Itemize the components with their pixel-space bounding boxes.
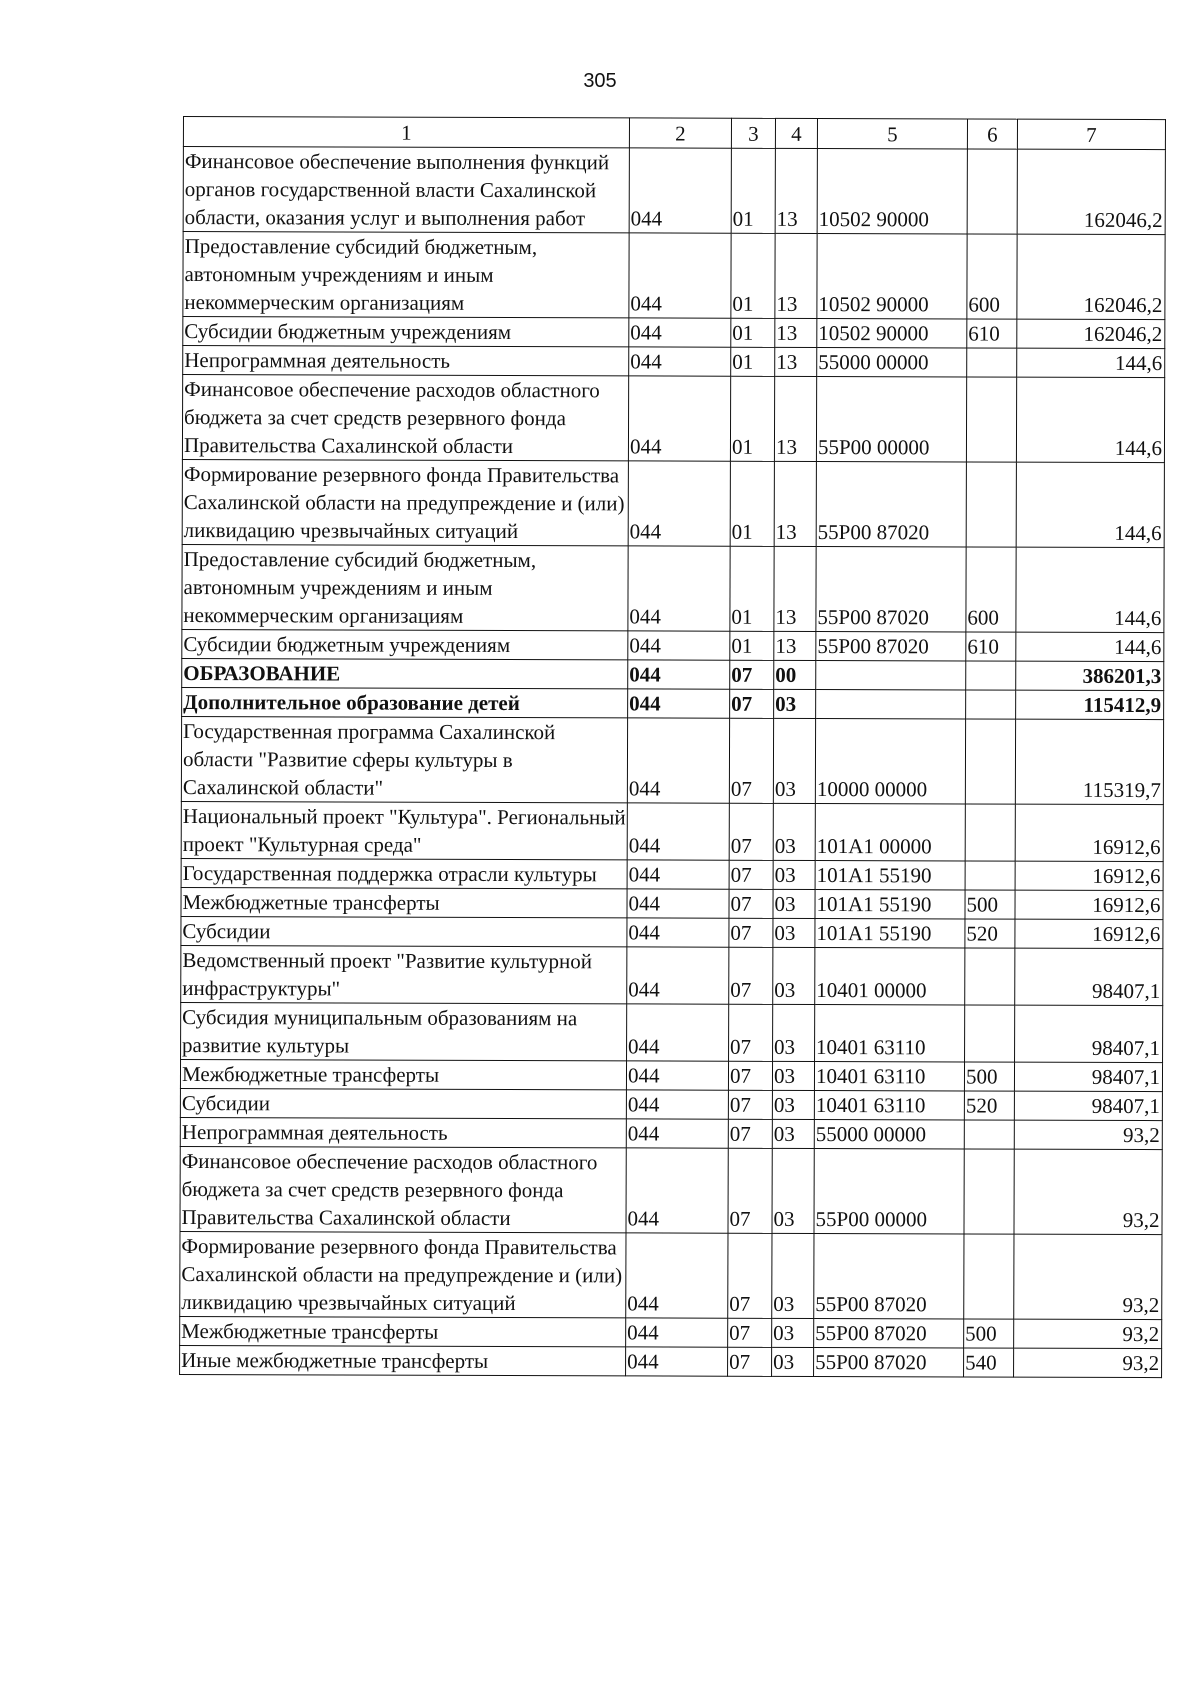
row-target-article-cell: 101А1 00000 <box>815 803 965 860</box>
row-name-cell: Межбюджетные трансферты <box>180 1059 626 1089</box>
row-name-cell: Государственная программа Сахалинской области "Развитие сферы культуры в Сахалинской области" <box>181 716 627 802</box>
column-header: 7 <box>1017 119 1165 149</box>
table-row <box>181 916 1163 948</box>
row-name-cell: ОБРАЗОВАНИЕ <box>182 658 628 688</box>
row-section-cell: 07 <box>730 689 774 718</box>
table-row <box>181 801 1163 861</box>
row-amount-cell: 93,2 <box>1014 1149 1162 1234</box>
table-row <box>181 945 1163 1005</box>
row-subsection-cell: 03 <box>773 918 815 947</box>
row-expense-type-cell: 500 <box>964 1062 1014 1091</box>
row-grbs-cell: 044 <box>627 889 729 918</box>
row-expense-type-cell <box>966 690 1016 719</box>
row-name-cell: Субсидии бюджетным учреждениям <box>182 629 628 659</box>
row-amount-cell: 144,6 <box>1016 377 1164 462</box>
row-amount-cell: 144,6 <box>1016 462 1164 547</box>
row-grbs-cell: 044 <box>626 1233 728 1318</box>
row-name-cell: Предоставление субсидий бюджетным, автономным учреждениям и иным некоммерческим организациям <box>182 544 628 630</box>
table-row <box>183 147 1165 235</box>
row-name-cell: Межбюджетные трансферты <box>181 887 627 917</box>
row-grbs-cell: 044 <box>626 1347 728 1376</box>
row-section-cell: 07 <box>729 889 773 918</box>
row-subsection-cell: 03 <box>772 1347 814 1376</box>
row-target-article-cell: 55Р00 87020 <box>816 461 966 546</box>
row-amount-cell: 16912,6 <box>1015 804 1163 861</box>
row-subsection-cell: 13 <box>775 148 817 233</box>
row-amount-cell: 93,2 <box>1014 1348 1162 1377</box>
table-row <box>180 1146 1162 1234</box>
row-amount-cell: 16912,6 <box>1015 861 1163 890</box>
row-amount-cell: 98407,1 <box>1014 1062 1162 1091</box>
row-grbs-cell: 044 <box>628 631 730 660</box>
row-subsection-cell: 13 <box>774 546 816 631</box>
row-subsection-cell: 13 <box>774 376 816 461</box>
row-target-article-cell <box>816 660 966 689</box>
row-expense-type-cell <box>965 804 1015 861</box>
row-name-cell: Субсидия муниципальным образованиям на развитие культуры <box>181 1002 627 1060</box>
row-subsection-cell: 03 <box>773 860 815 889</box>
row-section-cell: 07 <box>730 660 774 689</box>
row-name-cell: Дополнительное образование детей <box>182 687 628 717</box>
row-expense-type-cell: 520 <box>964 1091 1014 1120</box>
row-section-cell: 01 <box>730 461 774 546</box>
table-row <box>182 375 1164 463</box>
row-amount-cell: 98407,1 <box>1015 1005 1163 1062</box>
row-amount-cell: 98407,1 <box>1015 948 1163 1005</box>
row-expense-type-cell <box>966 377 1016 462</box>
column-header: 3 <box>731 118 775 148</box>
row-grbs-cell: 044 <box>626 1119 728 1148</box>
table-row <box>182 658 1164 690</box>
table-row <box>182 687 1164 719</box>
row-expense-type-cell <box>966 462 1016 547</box>
column-header: 1 <box>183 117 629 148</box>
row-subsection-cell: 13 <box>774 461 816 546</box>
table-row <box>180 1059 1162 1091</box>
row-section-cell: 07 <box>729 1004 773 1061</box>
row-expense-type-cell: 500 <box>964 1319 1014 1348</box>
row-grbs-cell: 044 <box>628 461 730 546</box>
row-grbs-cell: 044 <box>629 233 731 318</box>
row-section-cell: 07 <box>729 860 773 889</box>
row-section-cell: 07 <box>728 1318 772 1347</box>
row-grbs-cell: 044 <box>629 347 731 376</box>
row-name-cell: Финансовое обеспечение расходов областного бюджета за счет средств резервного фонда Правительства Сахалинской области <box>180 1146 626 1232</box>
row-expense-type-cell <box>964 1149 1014 1234</box>
row-grbs-cell: 044 <box>627 947 729 1004</box>
row-grbs-cell: 044 <box>628 376 730 461</box>
row-target-article-cell: 10502 90000 <box>817 318 967 347</box>
row-target-article-cell: 55Р00 00000 <box>814 1148 964 1233</box>
row-grbs-cell: 044 <box>627 718 729 803</box>
row-target-article-cell: 10401 63110 <box>814 1061 964 1090</box>
row-section-cell: 07 <box>728 1119 772 1148</box>
row-target-article-cell: 10401 63110 <box>815 1004 965 1061</box>
table-row <box>183 317 1165 349</box>
row-name-cell: Субсидии <box>180 1088 626 1118</box>
row-grbs-cell: 044 <box>626 1318 728 1347</box>
row-name-cell: Субсидии <box>181 916 627 946</box>
row-expense-type-cell: 500 <box>965 890 1015 919</box>
row-section-cell: 01 <box>730 376 774 461</box>
row-expense-type-cell <box>965 948 1015 1005</box>
row-grbs-cell: 044 <box>629 148 731 233</box>
row-section-cell: 07 <box>728 1090 772 1119</box>
table-row <box>181 1002 1163 1062</box>
row-grbs-cell: 044 <box>628 660 730 689</box>
row-section-cell: 01 <box>731 347 775 376</box>
row-target-article-cell <box>816 689 966 718</box>
row-target-article-cell: 101А1 55190 <box>815 889 965 918</box>
row-grbs-cell: 044 <box>626 1090 728 1119</box>
row-amount-cell: 162046,2 <box>1017 234 1165 319</box>
table-row <box>180 1316 1162 1348</box>
row-subsection-cell: 13 <box>774 631 816 660</box>
row-target-article-cell: 10401 00000 <box>815 947 965 1004</box>
row-subsection-cell: 03 <box>772 1061 814 1090</box>
row-amount-cell: 162046,2 <box>1017 319 1165 348</box>
row-expense-type-cell: 610 <box>967 319 1017 348</box>
row-subsection-cell: 03 <box>773 718 815 803</box>
row-section-cell: 07 <box>729 947 773 1004</box>
table-row <box>182 629 1164 661</box>
table-row <box>183 232 1165 320</box>
row-target-article-cell: 55Р00 87020 <box>816 631 966 660</box>
row-amount-cell: 386201,3 <box>1016 661 1164 690</box>
row-target-article-cell: 55Р00 87020 <box>816 546 966 631</box>
row-expense-type-cell: 600 <box>967 234 1017 319</box>
row-expense-type-cell <box>965 1005 1015 1062</box>
row-section-cell: 07 <box>728 1233 772 1318</box>
row-target-article-cell: 55Р00 87020 <box>814 1347 964 1376</box>
row-section-cell: 01 <box>731 233 775 318</box>
table-row <box>180 1345 1162 1377</box>
row-name-cell: Финансовое обеспечение выполнения функций органов государственной власти Сахалинской области, оказания услуг и выполнения работ <box>183 147 629 233</box>
row-subsection-cell: 03 <box>773 1004 815 1061</box>
row-subsection-cell: 03 <box>772 1119 814 1148</box>
row-amount-cell: 93,2 <box>1014 1319 1162 1348</box>
row-subsection-cell: 03 <box>774 689 816 718</box>
row-grbs-cell: 044 <box>629 318 731 347</box>
row-amount-cell: 144,6 <box>1017 348 1165 377</box>
row-name-cell: Субсидии бюджетным учреждениям <box>183 317 629 347</box>
row-grbs-cell: 044 <box>627 918 729 947</box>
row-name-cell: Непрограммная деятельность <box>183 346 629 376</box>
row-expense-type-cell <box>964 1120 1014 1149</box>
row-amount-cell: 93,2 <box>1014 1120 1162 1149</box>
row-amount-cell: 16912,6 <box>1015 919 1163 948</box>
row-subsection-cell: 03 <box>773 889 815 918</box>
row-name-cell: Межбюджетные трансферты <box>180 1316 626 1346</box>
row-amount-cell: 162046,2 <box>1017 149 1165 234</box>
row-target-article-cell: 55Р00 00000 <box>816 376 966 461</box>
table-row <box>183 346 1165 378</box>
row-grbs-cell: 044 <box>628 546 730 631</box>
row-target-article-cell: 55000 00000 <box>814 1119 964 1148</box>
row-name-cell: Формирование резервного фонда Правительства Сахалинской области на предупреждение и (или) ликвидацию чрезвычайных ситуаций <box>182 459 628 545</box>
row-target-article-cell: 10502 90000 <box>817 233 967 318</box>
budget-table <box>179 116 1166 1378</box>
row-name-cell: Ведомственный проект "Развитие культурной инфраструктуры" <box>181 945 627 1003</box>
row-expense-type-cell <box>965 719 1015 804</box>
row-subsection-cell: 03 <box>772 1233 814 1318</box>
row-grbs-cell: 044 <box>627 1004 729 1061</box>
row-subsection-cell: 03 <box>772 1090 814 1119</box>
row-expense-type-cell <box>966 661 1016 690</box>
row-grbs-cell: 044 <box>626 1148 728 1233</box>
table-row <box>181 858 1163 890</box>
row-name-cell: Предоставление субсидий бюджетным, автономным учреждениям и иным некоммерческим организациям <box>183 232 629 318</box>
row-subsection-cell: 00 <box>774 660 816 689</box>
row-target-article-cell: 10502 90000 <box>817 148 967 233</box>
table-row <box>180 1117 1162 1149</box>
row-grbs-cell: 044 <box>628 689 730 718</box>
table-row <box>182 459 1164 547</box>
row-name-cell: Непрограммная деятельность <box>180 1117 626 1147</box>
row-section-cell: 07 <box>729 918 773 947</box>
column-header: 2 <box>629 118 731 148</box>
row-expense-type-cell <box>967 149 1017 234</box>
table-row <box>180 1231 1162 1319</box>
row-expense-type-cell: 600 <box>966 547 1016 632</box>
row-name-cell: Национальный проект "Культура". Региональный проект "Культурная среда" <box>181 801 627 859</box>
row-amount-cell: 93,2 <box>1014 1234 1162 1319</box>
row-grbs-cell: 044 <box>627 803 729 860</box>
row-target-article-cell: 55Р00 87020 <box>814 1318 964 1347</box>
row-name-cell: Финансовое обеспечение расходов областного бюджета за счет средств резервного фонда Правительства Сахалинской области <box>182 375 628 461</box>
row-subsection-cell: 13 <box>775 233 817 318</box>
row-subsection-cell: 03 <box>772 1148 814 1233</box>
column-header: 4 <box>775 118 817 148</box>
row-subsection-cell: 13 <box>775 318 817 347</box>
row-target-article-cell: 101А1 55190 <box>815 860 965 889</box>
row-amount-cell: 144,6 <box>1016 547 1164 632</box>
row-section-cell: 01 <box>730 546 774 631</box>
table-row <box>181 716 1163 804</box>
row-amount-cell: 115319,7 <box>1015 719 1163 804</box>
row-amount-cell: 115412,9 <box>1016 690 1164 719</box>
row-target-article-cell: 10000 00000 <box>815 718 965 803</box>
row-name-cell: Иные межбюджетные трансферты <box>180 1345 626 1375</box>
row-target-article-cell: 55Р00 87020 <box>814 1233 964 1318</box>
row-target-article-cell: 55000 00000 <box>817 347 967 376</box>
row-amount-cell: 98407,1 <box>1014 1091 1162 1120</box>
row-name-cell: Государственная поддержка отрасли культуры <box>181 858 627 888</box>
row-expense-type-cell <box>967 348 1017 377</box>
row-expense-type-cell <box>964 1234 1014 1319</box>
row-amount-cell: 16912,6 <box>1015 890 1163 919</box>
row-section-cell: 01 <box>731 148 775 233</box>
row-expense-type-cell: 540 <box>964 1348 1014 1377</box>
row-expense-type-cell: 520 <box>965 919 1015 948</box>
row-section-cell: 07 <box>728 1347 772 1376</box>
row-section-cell: 01 <box>731 318 775 347</box>
row-target-article-cell: 10401 63110 <box>814 1090 964 1119</box>
row-section-cell: 07 <box>729 803 773 860</box>
table-row <box>180 1088 1162 1120</box>
row-amount-cell: 144,6 <box>1016 632 1164 661</box>
table-row <box>181 887 1163 919</box>
row-subsection-cell: 03 <box>773 947 815 1004</box>
row-subsection-cell: 03 <box>773 803 815 860</box>
row-subsection-cell: 13 <box>775 347 817 376</box>
table-row <box>182 544 1164 632</box>
row-name-cell: Формирование резервного фонда Правительства Сахалинской области на предупреждение и (или) ликвидацию чрезвычайных ситуаций <box>180 1231 626 1317</box>
row-subsection-cell: 03 <box>772 1318 814 1347</box>
row-section-cell: 07 <box>729 718 773 803</box>
table-header-row <box>183 117 1165 150</box>
column-header: 6 <box>967 119 1017 149</box>
row-section-cell: 01 <box>730 631 774 660</box>
row-expense-type-cell <box>965 861 1015 890</box>
column-header: 5 <box>817 118 967 148</box>
row-expense-type-cell: 610 <box>966 632 1016 661</box>
row-section-cell: 07 <box>728 1148 772 1233</box>
row-grbs-cell: 044 <box>627 860 729 889</box>
row-section-cell: 07 <box>728 1061 772 1090</box>
page-number: 305 <box>583 70 617 92</box>
row-grbs-cell: 044 <box>626 1061 728 1090</box>
row-target-article-cell: 101А1 55190 <box>815 918 965 947</box>
